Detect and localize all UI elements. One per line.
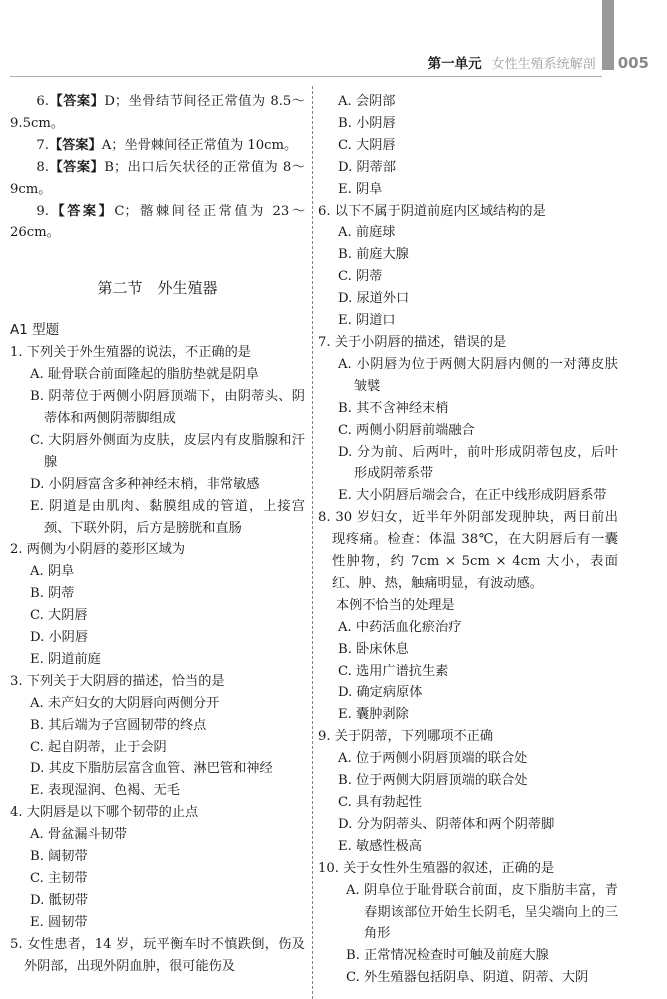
running-header bbox=[0, 52, 649, 72]
answer-list bbox=[10, 91, 305, 244]
question-option: B. 前庭大腺 bbox=[338, 247, 409, 263]
column-divider bbox=[312, 86, 313, 999]
right-question-list bbox=[318, 201, 618, 858]
question-option: A. 中药活血化瘀治疗 bbox=[338, 619, 462, 635]
question-option: A. 会阴部 bbox=[338, 94, 396, 109]
question-option: E. 圆韧带 bbox=[30, 914, 88, 930]
question-option: B. 位于两侧大阴唇顶端的联合处 bbox=[338, 773, 528, 789]
question-option: B. 阴蒂位于两侧小阴唇顶端下，由阴蒂头、阴蒂体和两侧阴蒂脚组成 bbox=[30, 389, 305, 426]
question-10 bbox=[318, 858, 618, 989]
header-rule bbox=[10, 76, 602, 77]
question-option: B. 卧床休息 bbox=[338, 641, 409, 657]
question-option: E. 阴道前庭 bbox=[30, 651, 101, 667]
page-number: 005 bbox=[617, 54, 649, 72]
answer-number: 8. bbox=[36, 159, 49, 175]
section-title: 第二节 外生殖器 bbox=[97, 279, 218, 298]
question-5-options bbox=[318, 91, 618, 201]
question-option: A. 阴阜 bbox=[30, 564, 75, 580]
question-stem: 8. 30 岁妇女，近半年外阴部发现肿块，两日前出现疼痛。检查：体温 38℃，在大阴唇后有一囊性肿物，约 7cm × 5cm × 4cm 大小，表面红、肿、热，触痛明显，有波动感。 bbox=[318, 510, 618, 591]
question-option: C. 起自阴蒂，止于会阴 bbox=[30, 739, 167, 755]
question-option: A. 位于两侧小阴唇顶端的联合处 bbox=[338, 751, 528, 767]
question bbox=[318, 726, 618, 857]
question bbox=[10, 539, 305, 670]
question-option: B. 小阴唇 bbox=[338, 115, 396, 131]
question-sub-stem: 本例不恰当的处理是 bbox=[336, 597, 455, 613]
question bbox=[10, 671, 305, 802]
answer-label: 【答案】 bbox=[48, 203, 115, 219]
question-option: D. 确定病原体 bbox=[338, 685, 423, 701]
question-option: E. 表现湿润、色褐、无毛 bbox=[30, 783, 180, 799]
question-option: A. 骨盆漏斗韧带 bbox=[30, 827, 128, 843]
question-option: B. 正常情况检查时可触及前庭大腺 bbox=[346, 948, 549, 964]
question-option: E. 阴道口 bbox=[338, 313, 396, 329]
answer-number: 7. bbox=[36, 137, 49, 153]
answer-item bbox=[10, 91, 305, 135]
chapter-name: 女性生殖系统解剖 bbox=[491, 57, 596, 72]
question-stem: 4. 大阴唇是以下哪个韧带的止点 bbox=[10, 805, 199, 821]
question-stem: 6. 以下不属于阴道前庭内区域结构的是 bbox=[318, 203, 546, 219]
question-option: A. 前庭球 bbox=[338, 225, 396, 241]
question-option: B. 其不含神经末梢 bbox=[338, 400, 449, 416]
question-option: D. 分为阴蒂头、阴蒂体和两个阴蒂脚 bbox=[338, 816, 555, 832]
answer-number: 9. bbox=[36, 203, 49, 219]
question-option: C. 大阴唇 bbox=[338, 137, 396, 153]
question-option: E. 囊肿剥除 bbox=[338, 707, 409, 723]
left-column bbox=[10, 91, 305, 978]
question-option: C. 外生殖器包括阴阜、阴道、阴蒂、大阴 bbox=[346, 970, 589, 986]
question-stem: 5. 女性患者，14 岁，玩平衡车时不慎跌倒，伤及外阴部，出现外阴血肿，很可能伤及 bbox=[10, 936, 305, 974]
question-stem: 3. 下列关于大阴唇的描述，恰当的是 bbox=[10, 673, 225, 689]
answer-text: C；髂棘间径正常值为 23～26cm。 bbox=[10, 203, 306, 241]
question bbox=[10, 934, 305, 978]
answer-item bbox=[10, 157, 305, 201]
question-stem: 7. 关于小阴唇的描述，错误的是 bbox=[318, 334, 507, 350]
answer-item bbox=[10, 201, 305, 245]
question-option: D. 小阴唇 bbox=[30, 630, 89, 646]
question-option: C. 大阴唇 bbox=[30, 608, 88, 624]
right-column bbox=[318, 91, 618, 989]
answer-text: A；坐骨棘间径正常值为 10cm。 bbox=[101, 137, 298, 153]
question-option: A. 未产妇女的大阴唇向两侧分开 bbox=[30, 695, 220, 711]
question-option: E. 阴阜 bbox=[338, 181, 383, 197]
question-option: C. 主韧带 bbox=[30, 871, 88, 886]
question-option: C. 选用广谱抗生素 bbox=[338, 663, 449, 679]
question-option: B. 阔韧带 bbox=[30, 849, 88, 865]
question-option: C. 大阴唇外侧面为皮肤，皮层内有皮脂腺和汗腺 bbox=[30, 432, 305, 470]
left-question-list bbox=[10, 342, 305, 977]
question bbox=[318, 201, 618, 332]
question-option: D. 小阴唇富含多种神经末梢，非常敏感 bbox=[30, 476, 260, 492]
question bbox=[318, 332, 618, 507]
question-stem: 9. 关于阴蒂，下列哪项不正确 bbox=[318, 729, 494, 745]
question-option: D. 分为前、后两叶，前叶形成阴蒂包皮，后叶形成阴蒂系带 bbox=[338, 444, 618, 482]
question-option: D. 尿道外口 bbox=[338, 291, 410, 307]
question-type-heading: A1 型题 bbox=[10, 322, 60, 339]
answer-label: 【答案】 bbox=[48, 137, 102, 153]
answer-label: 【答案】 bbox=[48, 94, 105, 109]
answer-text: D；坐骨结节间径正常值为 8.5～9.5cm。 bbox=[10, 94, 305, 131]
question-option: E. 敏感性极高 bbox=[338, 838, 422, 854]
question-stem: 2. 两侧为小阴唇的菱形区域为 bbox=[10, 542, 186, 558]
question-option: E. 大小阴唇后端会合，在正中线形成阴唇系带 bbox=[338, 488, 607, 504]
answer-text: B；出口后矢状径的正常值为 8～9cm。 bbox=[10, 159, 305, 197]
unit-name: 第一单元 bbox=[427, 56, 482, 72]
question-option: A. 阴阜位于耻骨联合前面，皮下脂肪丰富，青春期该部位开始生长阴毛，呈尖端向上的三角形 bbox=[346, 882, 618, 942]
question-option: D. 阴蒂部 bbox=[338, 159, 397, 175]
answer-label: 【答案】 bbox=[48, 159, 105, 175]
question-option: A. 耻骨联合前面隆起的脂肪垫就是阴阜 bbox=[30, 367, 259, 383]
answer-item bbox=[10, 135, 305, 157]
question-option: A. 小阴唇为位于两侧大阴唇内侧的一对薄皮肤皱襞 bbox=[338, 356, 618, 394]
question bbox=[10, 342, 305, 539]
question-option: D. 其皮下脂肪层富含血管、淋巴管和神经 bbox=[30, 761, 273, 777]
question bbox=[318, 507, 618, 726]
answer-number: 6. bbox=[36, 94, 49, 109]
question-option: B. 阴蒂 bbox=[30, 586, 75, 602]
question bbox=[10, 802, 305, 933]
question-option: C. 阴蒂 bbox=[338, 269, 383, 285]
question-stem: 10. 关于女性外生殖器的叙述，正确的是 bbox=[318, 860, 555, 876]
question-option: B. 其后端为子宫圆韧带的终点 bbox=[30, 717, 207, 733]
question-option: E. 阴道是由肌肉、黏膜组成的管道，上接宫颈、下联外阴，后方是膀胱和直肠 bbox=[30, 498, 305, 536]
question-option: C. 具有勃起性 bbox=[338, 795, 422, 810]
question-option: D. 骶韧带 bbox=[30, 892, 89, 908]
question-option: C. 两侧小阴唇前端融合 bbox=[338, 422, 475, 438]
question-stem: 1. 下列关于外生殖器的说法，不正确的是 bbox=[10, 345, 251, 361]
